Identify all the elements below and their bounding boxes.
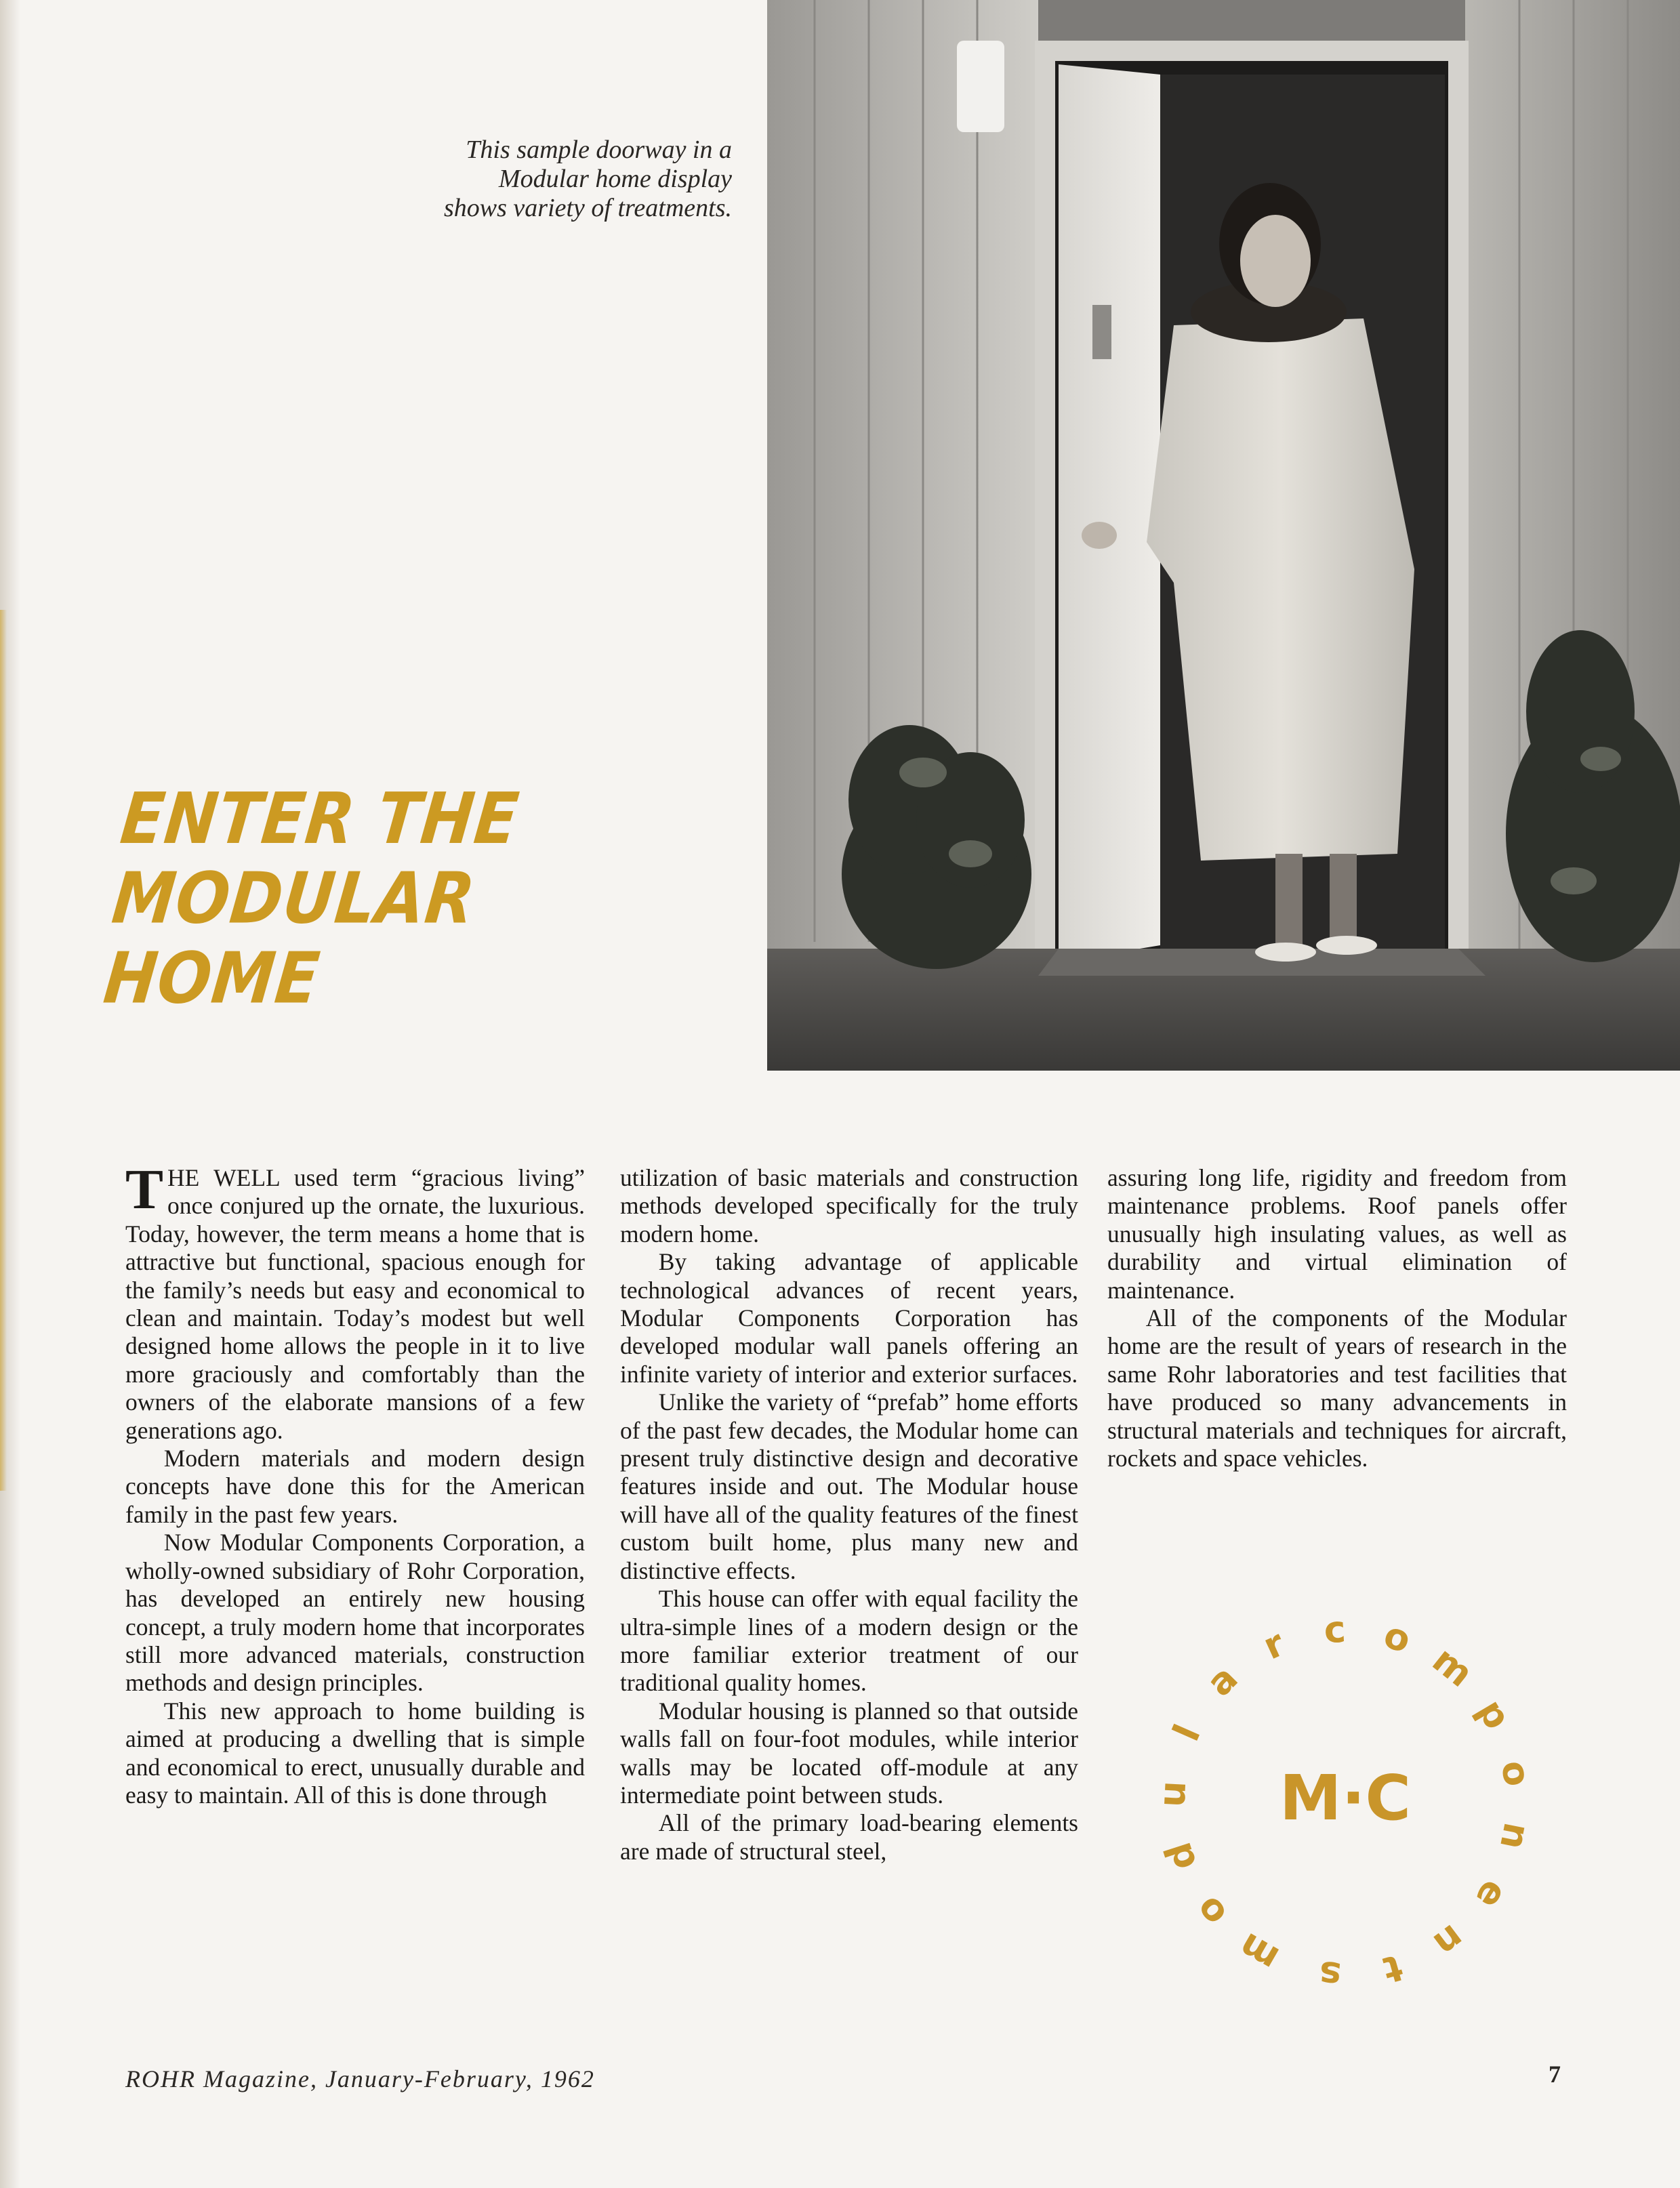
logo-ring-letter: n (1491, 1819, 1539, 1853)
paragraph: All of the primary load-bearing elements are made of structural steel, (620, 1809, 1078, 1865)
logo-ring-letter: m (1425, 1638, 1481, 1696)
logo-ring-letter: o (1186, 1888, 1235, 1935)
paragraph: All of the components of the Modular home are the result of years of research in the same Rohr laboratories and test facilities that have produced so many advancements in structural materials and techniques for aircraft, rockets and space vehicles. (1107, 1304, 1567, 1472)
publication-footer: ROHR Magazine, January-February, 1962 (125, 2065, 595, 2092)
title-line: MODULAR (108, 857, 480, 940)
paragraph: assuring long life, rigidity and freedom from maintenance problems. Roof panels offer unusually high insulating values, as well as durability and virtual elimination of maintenance. (1107, 1164, 1567, 1304)
logo-ring-letter: t (1378, 1945, 1408, 1992)
title-line: ENTER THE (117, 777, 523, 860)
drop-cap: T (125, 1158, 164, 1221)
mc-logo-icon (1111, 1592, 1572, 2012)
page-number: 7 (1549, 2061, 1561, 2088)
article-column-1 (125, 1158, 585, 1809)
logo-center-text: M·C (1279, 1762, 1412, 1834)
paragraph: This house can offer with equal facility the ultra-simple lines of a modern design or the more familiar exterior treatment of our traditional quality homes. (620, 1585, 1078, 1697)
title-line: HOME (100, 936, 324, 1019)
logo-ring-letter: o (1492, 1757, 1540, 1790)
paragraph: utilization of basic materials and construction methods developed specifically for the truly modern home. (620, 1164, 1078, 1247)
logo-ring-letter: s (1317, 1952, 1343, 1998)
paragraph: Modern materials and modern design concepts have done this for the American family in the past few years. (125, 1445, 585, 1528)
article-title (100, 779, 546, 1018)
paragraph: By taking advantage of applicable technological advances of recent years, Modular Components Corporation has developed modular wall panels offering an infinite variety of interior and exterior surfaces. (620, 1248, 1078, 1388)
logo-ring-letter: c (1322, 1607, 1347, 1652)
logo-ring-letter: d (1156, 1837, 1206, 1876)
logo-ring-letter: n (1426, 1916, 1473, 1966)
caption-line: This sample doorway in a (466, 136, 732, 164)
doorway-photo (767, 0, 1680, 1071)
logo-ring-letter: m (1231, 1924, 1286, 1981)
logo-ring-letter: o (1378, 1613, 1416, 1661)
paragraph: Modular housing is planned so that outside walls fall on four-foot modules, while interior walls may be located off-module at any intermediate point between studs. (620, 1697, 1078, 1809)
binding-edge (0, 610, 7, 1491)
photo-caption (285, 136, 732, 223)
logo-ring-letter: p (1469, 1692, 1519, 1737)
article-column-2 (620, 1164, 1078, 1865)
paragraph: Now Modular Components Corporation, a wholly-owned subsidiary of Rohr Corporation, has developed an entirely new housing concept, a truly modern home that incorporates still more advanced materials, construction methods and design principles. (125, 1529, 585, 1697)
paragraph-text: HE WELL used term “gracious living” once conjured up the ornate, the luxurious. Today, however, the term means a home that is attractive but functional, spacious enough for the family’s needs but easy and economical to clean and maintain. Today’s modest but well designed home allows the people in it to live more graciously and comfortably than the owners of the elaborate mansions of a few generations ago. (125, 1164, 585, 1444)
modular-components-logo (1111, 1592, 1572, 2012)
article-column-3 (1107, 1164, 1567, 1472)
caption-line: shows variety of treatments. (444, 194, 732, 222)
logo-ring-letter: a (1198, 1657, 1246, 1705)
woman-in-doorway-photo-icon (767, 0, 1680, 1071)
paragraph: Unlike the variety of “prefab” home efforts of the past few decades, the Modular home can present truly distinctive design and decorative features inside and out. The Modular house will have all of the quality features of the finest custom built home, plus many new and distinctive effects. (620, 1388, 1078, 1584)
paragraph (125, 1158, 585, 1445)
logo-ring-letter: r (1256, 1622, 1291, 1668)
caption-line: Modular home display (498, 165, 732, 193)
paragraph: This new approach to home building is aimed at producing a dwelling that is simple and economical to erect, unusually durable and easy to maintain. All of this is done through (125, 1697, 585, 1809)
logo-ring-letter: e (1467, 1872, 1517, 1917)
logo-ring-letter: l (1164, 1718, 1209, 1748)
logo-ring-letter: u (1150, 1779, 1195, 1809)
